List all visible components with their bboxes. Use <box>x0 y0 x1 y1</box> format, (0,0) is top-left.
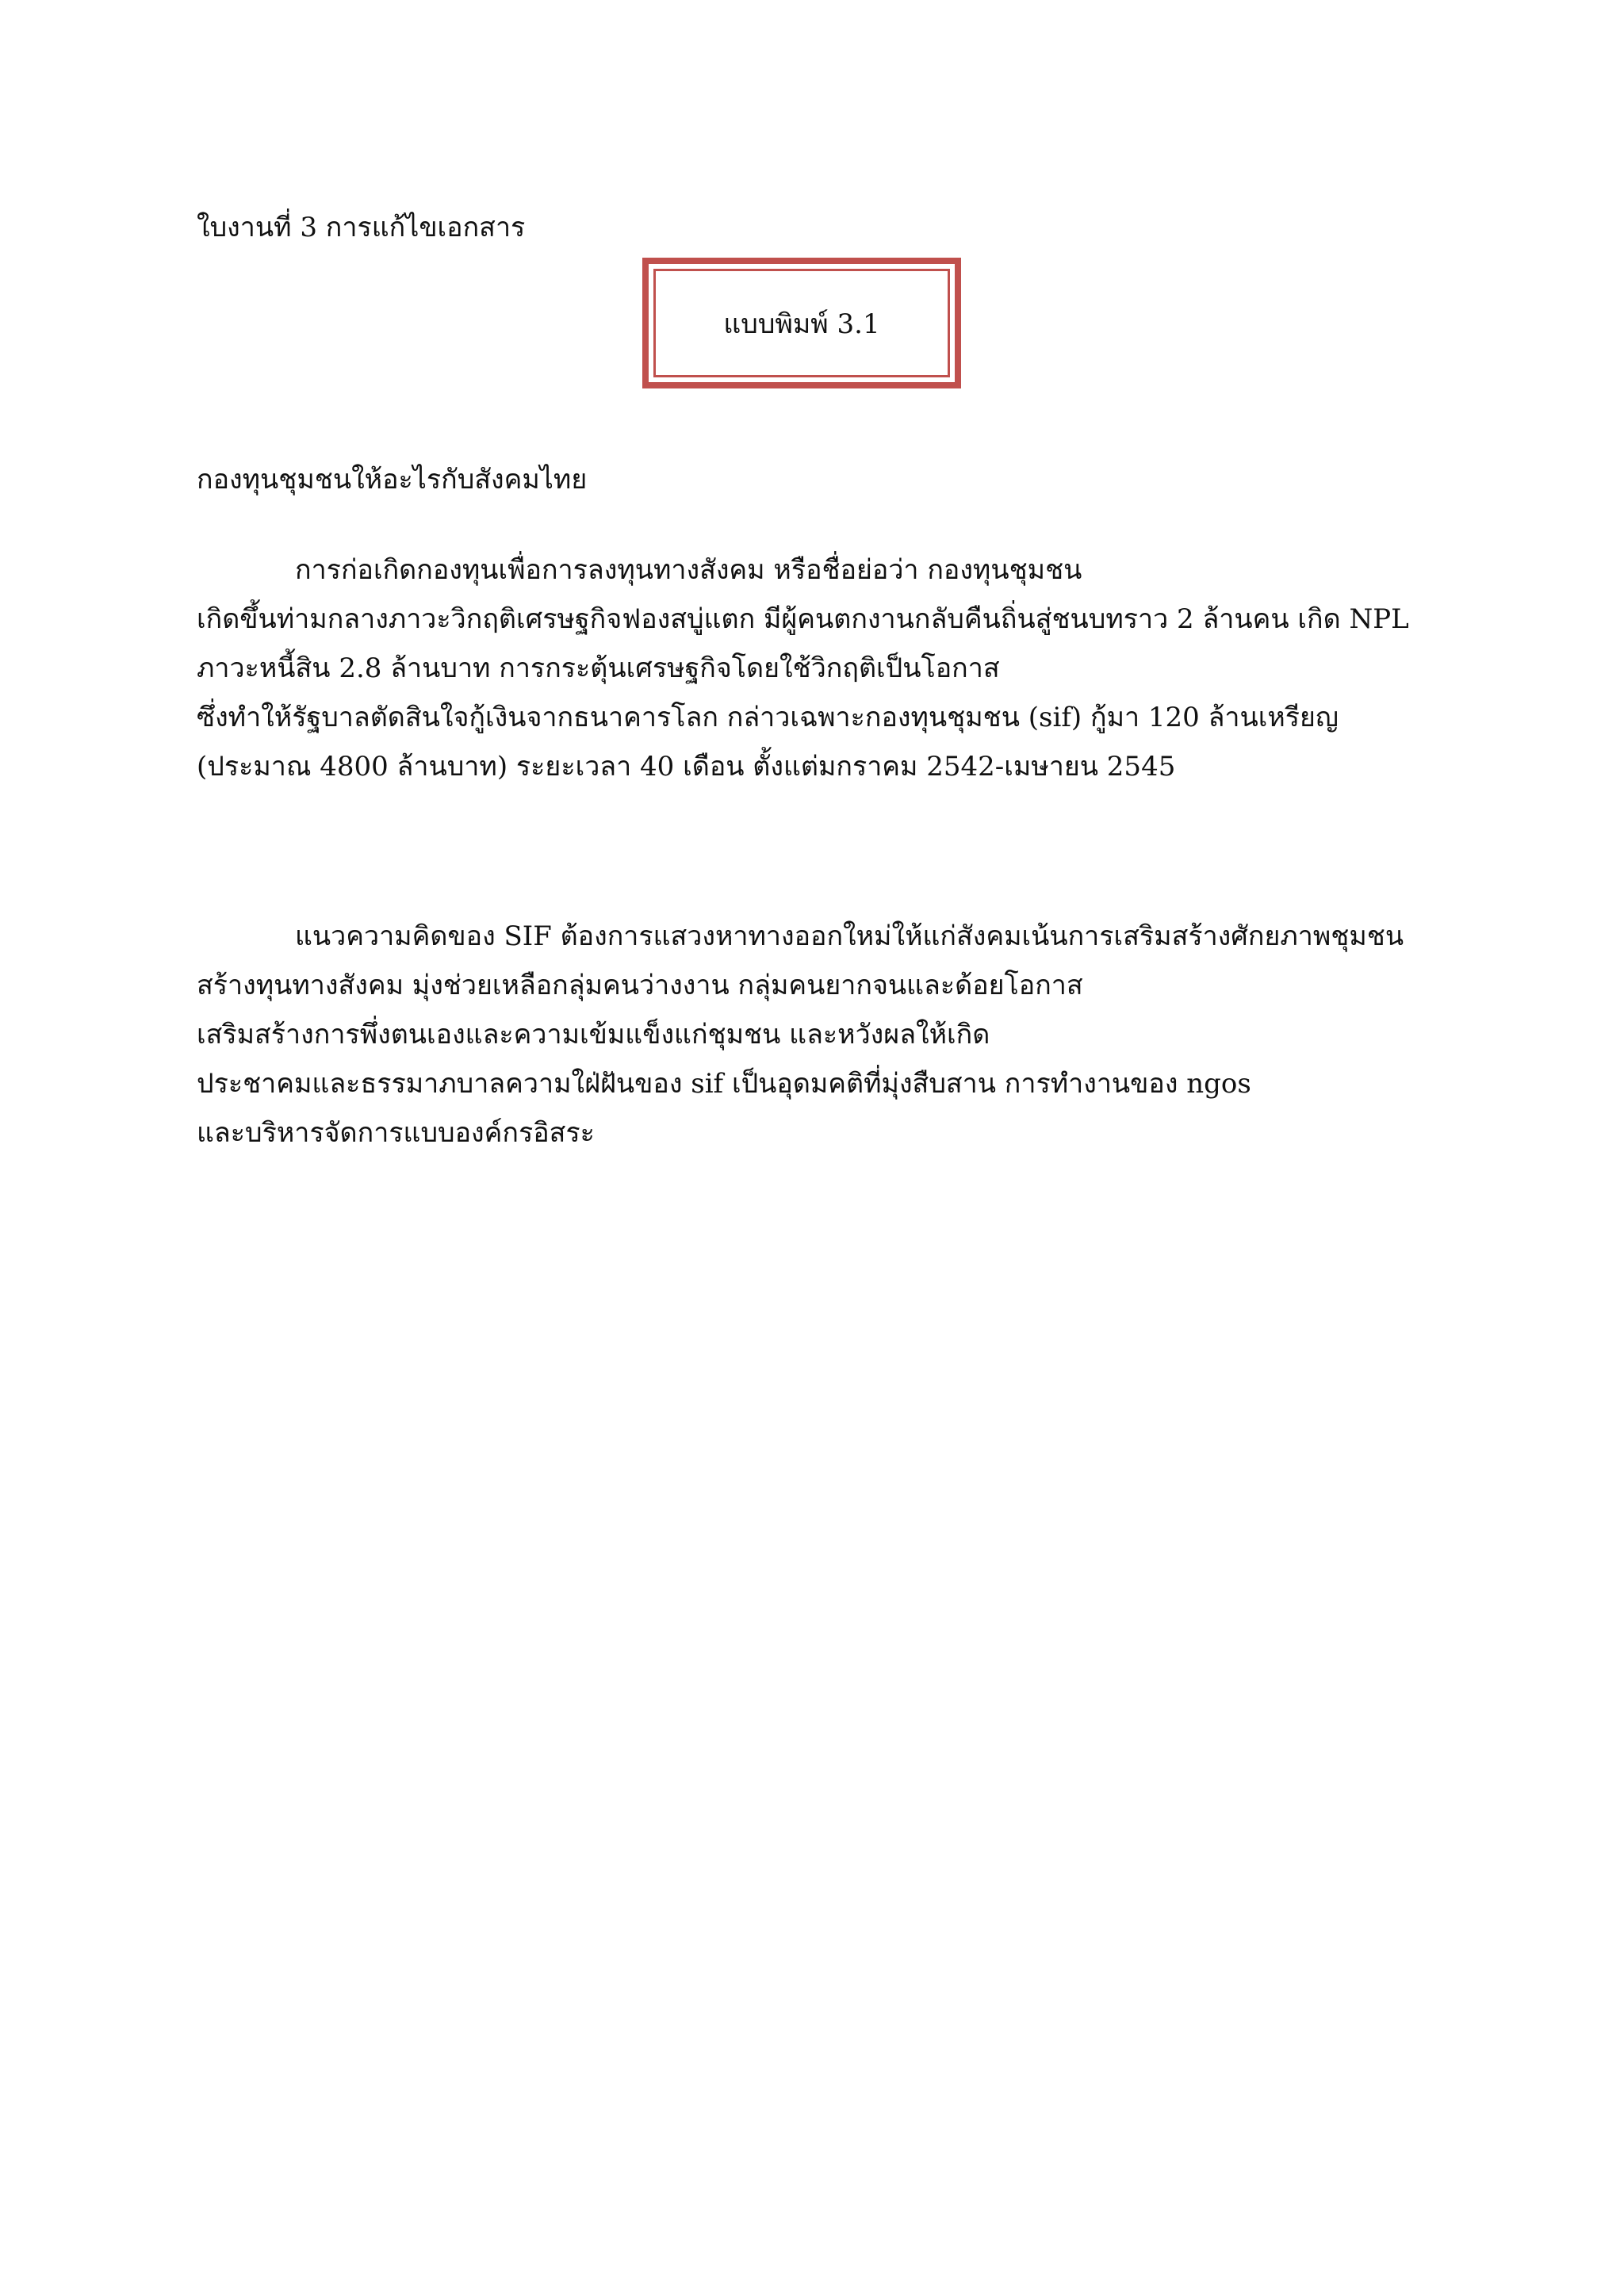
paragraph-line: และบริหารจัดการแบบองค์กรอิสระ <box>197 1117 595 1149</box>
form-label-frame <box>642 258 961 388</box>
paragraph-line: เสริมสร้างการพึ่งตนเองและความเข้มแข็งแก่ชุมชน และหวังผลให้เกิด <box>197 1019 990 1050</box>
paragraph-line: (ประมาณ 4800 ล้านบาท) ระยะเวลา 40 เดือน ตั้งแต่มกราคม 2542-เมษายน 2545 <box>197 751 1176 783</box>
paragraph-1 <box>197 545 1481 791</box>
worksheet-title: ใบงานที่ 3 การแก้ไขเอกสาร <box>197 212 526 243</box>
form-label-inner-frame <box>653 269 950 377</box>
paragraph-line: การก่อเกิดกองทุนเพื่อการลงทุนทางสังคม หรือชื่อย่อว่า กองทุนชุมชน <box>295 554 1082 586</box>
paragraph-line: สร้างทุนทางสังคม มุ่งช่วยเหลือกลุ่มคนว่างงาน กลุ่มคนยากจนและด้อยโอกาส <box>197 970 1083 1001</box>
document-heading: กองทุนชุมชนให้อะไรกับสังคมไทย <box>197 464 588 496</box>
paragraph-line: ประชาคมและธรรมาภบาลความใฝ่ฝันของ sif เป็นอุดมคติที่มุ่งสืบสาน การทำงานของ ngos <box>197 1068 1251 1100</box>
paragraph-line: ซึ่งทำให้รัฐบาลตัดสินใจกู้เงินจากธนาคารโลก กล่าวเฉพาะกองทุนชุมชน (sif) กู้มา 120 ล้านเหรียญ <box>197 702 1339 733</box>
paragraph-line: เกิดขึ้นท่ามกลางภาวะวิกฤติเศรษฐกิจฟองสบู่แตก มีผู้คนตกงานกลับคืนถิ่นสู่ชนบทราว 2 ล้านคน เกิด NPL <box>197 603 1409 635</box>
paragraph-2 <box>197 912 1481 1158</box>
form-label: แบบพิมพ์ 3.1 <box>723 308 880 340</box>
paragraph-line: ภาวะหนี้สิน 2.8 ล้านบาท การกระตุ้นเศรษฐกิจโดยใช้วิกฤติเป็นโอกาส <box>197 652 1000 684</box>
paragraph-line: แนวความคิดของ SIF ต้องการแสวงหาทางออกใหม่ให้แก่สังคมเน้นการเสริมสร้างศักยภาพชุมชน <box>295 920 1404 952</box>
